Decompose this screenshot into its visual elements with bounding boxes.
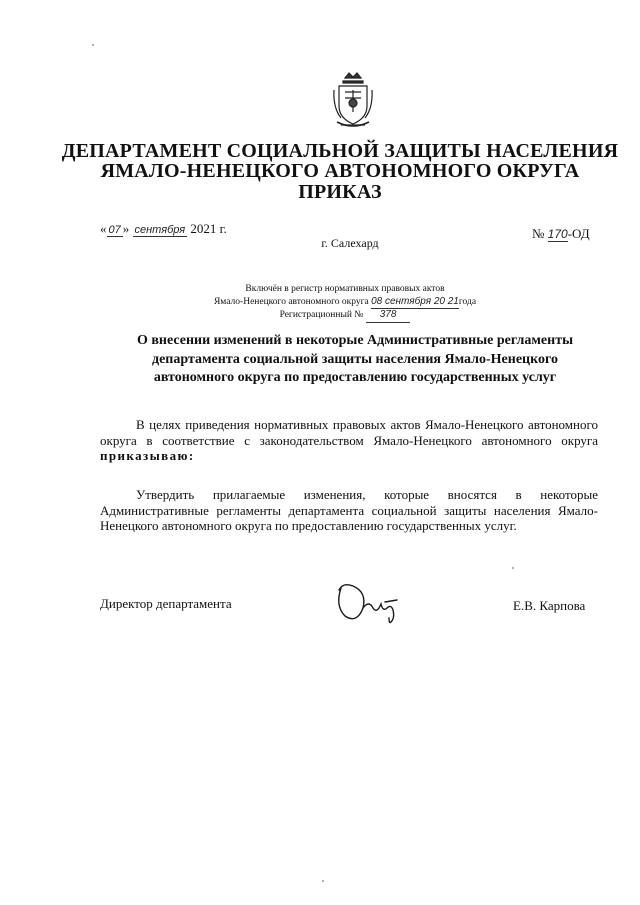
date-open-quote: « xyxy=(100,221,107,236)
resolution-text: Утвердить прилагаемые изменения, которые вносятся в некоторые Административные регламенты департамента социальной защиты населения Ямало-Ненецкого автономного округа по предоставлению государственных услуг. xyxy=(100,487,598,533)
number-suffix: -ОД xyxy=(567,226,590,241)
signatory-name: Е.В. Карпова xyxy=(513,598,586,613)
registry-region: Ямало-Ненецкого автономного округа xyxy=(213,296,369,307)
number-prefix: № xyxy=(532,226,545,241)
organization-name-line2: ЯМАЛО-НЕНЕЦКОГО АВТОНОМНОГО ОКРУГА xyxy=(100,160,580,182)
document-type: ПРИКАЗ xyxy=(298,181,382,203)
resolution-paragraph xyxy=(100,487,598,534)
organization-name-line1: ДЕПАРТАМЕНТ СОЦИАЛЬНОЙ ЗАЩИТЫ НАСЕЛЕНИЯ xyxy=(61,140,619,162)
registry-line1: Включён в регистр нормативных правовых актов xyxy=(245,284,445,294)
registry-stamp xyxy=(180,283,510,323)
date-year: 2021 г. xyxy=(190,221,227,236)
scan-speck xyxy=(322,880,324,882)
date-day: 07 xyxy=(108,224,121,236)
registry-date: 08 сентября 20 21 xyxy=(371,296,459,310)
preamble-paragraph xyxy=(100,417,598,464)
number-value: 170 xyxy=(547,227,568,241)
date-month: сентября xyxy=(134,224,186,236)
registry-year-suffix: года xyxy=(458,296,477,307)
date-close-quote: » xyxy=(122,221,130,236)
order-word: приказываю: xyxy=(100,448,195,463)
order-date xyxy=(100,221,227,237)
order-number xyxy=(532,226,590,242)
preamble-text: В целях приведения нормативных правовых актов Ямало-Ненецкого автономного округа в соответствие с законодательством Ямало-Ненецкого автономного округа xyxy=(100,417,598,448)
registry-line2 xyxy=(180,296,510,310)
registry-line3 xyxy=(180,309,510,323)
scan-speck xyxy=(512,567,514,569)
handwritten-signature-icon xyxy=(333,578,413,624)
order-subject: О внесении изменений в некоторые Административные регламенты департамента социальной защиты населения Ямало-Ненецкого автономного округа по предоставлению государственных услуг xyxy=(136,333,574,385)
registry-number-label: Регистрационный № xyxy=(279,310,364,320)
scan-speck xyxy=(92,44,94,46)
signatory-title: Директор департамента xyxy=(100,596,232,611)
coat-of-arms-icon xyxy=(331,72,375,130)
city: г. Салехард xyxy=(321,236,379,250)
registry-number: 378 xyxy=(366,309,411,323)
